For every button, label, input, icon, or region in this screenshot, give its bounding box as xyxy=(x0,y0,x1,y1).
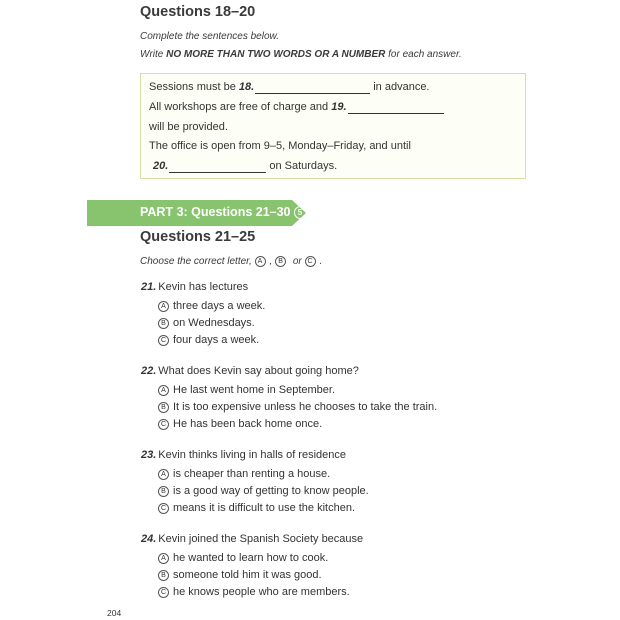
audio-track-icon: 5 xyxy=(294,206,307,219)
question-24 xyxy=(141,533,363,545)
option-23-a[interactable] xyxy=(158,468,330,480)
instruction-word-limit xyxy=(140,49,462,60)
option-22-c[interactable] xyxy=(158,418,322,430)
question-text: Kevin joined the Spanish Society because xyxy=(158,533,364,545)
option-letter-b-icon: B xyxy=(158,570,169,581)
question-number-19: 19. xyxy=(331,101,347,113)
answer-blank-18[interactable] xyxy=(255,81,370,94)
instruction-word-limit-bold: NO MORE THAN TWO WORDS OR A NUMBER xyxy=(166,49,386,60)
option-24-b[interactable] xyxy=(158,569,322,581)
option-letter-b-icon: B xyxy=(158,486,169,497)
part3-banner-text: PART 3: Questions 21–30 xyxy=(140,205,291,219)
sentence-19-continued: will be provided. xyxy=(149,121,228,133)
instruction-choose-end: . xyxy=(319,256,323,267)
option-letter-a-icon: A xyxy=(158,553,169,564)
option-22-b[interactable] xyxy=(158,401,437,413)
question-21 xyxy=(141,281,248,293)
option-letter-b-icon: B xyxy=(158,402,169,413)
instruction-word-limit-pre: Write xyxy=(140,49,167,60)
option-text: He last went home in September. xyxy=(173,384,336,396)
option-text: He has been back home once. xyxy=(173,418,323,430)
question-text: What does Kevin say about going home? xyxy=(158,365,359,377)
sentence-20-intro: The office is open from 9–5, Monday–Friday, and until xyxy=(149,140,411,152)
option-24-c[interactable] xyxy=(158,586,350,598)
section-title-18-20: Questions 18–20 xyxy=(140,4,256,20)
letter-c-icon: C xyxy=(305,256,316,267)
option-text: means it is difficult to use the kitchen. xyxy=(173,502,355,514)
option-text: he knows people who are members. xyxy=(173,586,350,598)
question-number: 23. xyxy=(141,449,157,461)
answer-blank-20[interactable] xyxy=(169,160,266,173)
sentence-18 xyxy=(149,81,430,94)
option-letter-c-icon: C xyxy=(158,587,169,598)
instruction-choose-comma: , xyxy=(269,256,276,267)
instruction-complete: Complete the sentences below. xyxy=(140,31,279,42)
option-letter-c-icon: C xyxy=(158,335,169,346)
option-letter-b-icon: B xyxy=(158,318,169,329)
option-23-c[interactable] xyxy=(158,502,355,514)
sentence-19 xyxy=(149,101,444,114)
option-letter-c-icon: C xyxy=(158,419,169,430)
instruction-choose-pre: Choose the correct letter, xyxy=(140,256,255,267)
option-text: someone told him it was good. xyxy=(173,569,322,581)
question-text: Kevin thinks living in halls of residence xyxy=(158,449,347,461)
question-number-18: 18. xyxy=(238,81,255,93)
question-text: Kevin has lectures xyxy=(158,281,249,293)
question-23 xyxy=(141,449,346,461)
sentence-20-post: on Saturdays. xyxy=(266,160,338,172)
option-23-b[interactable] xyxy=(158,485,369,497)
option-letter-a-icon: A xyxy=(158,469,169,480)
question-number: 21. xyxy=(141,281,157,293)
option-22-a[interactable] xyxy=(158,384,335,396)
option-text: It is too expensive unless he chooses to take the train. xyxy=(173,401,438,413)
option-text: is a good way of getting to know people. xyxy=(173,485,369,497)
sentence-18-post: in advance. xyxy=(370,81,430,93)
question-number-20: 20. xyxy=(153,160,169,172)
option-letter-a-icon: A xyxy=(158,385,169,396)
question-22 xyxy=(141,365,359,377)
option-text: he wanted to learn how to cook. xyxy=(173,552,329,564)
instruction-choose-letter xyxy=(140,256,322,267)
option-24-a[interactable] xyxy=(158,552,328,564)
option-text: is cheaper than renting a house. xyxy=(173,468,331,480)
option-21-a[interactable] xyxy=(158,300,265,312)
option-21-b[interactable] xyxy=(158,317,255,329)
option-21-c[interactable] xyxy=(158,334,259,346)
sentence-20 xyxy=(153,160,337,173)
instruction-choose-or: or xyxy=(290,256,305,267)
sentence-19-pre: All workshops are free of charge and xyxy=(149,101,332,113)
letter-a-icon: A xyxy=(255,256,266,267)
option-text: three days a week. xyxy=(173,300,266,312)
option-letter-a-icon: A xyxy=(158,301,169,312)
question-number: 22. xyxy=(141,365,157,377)
part3-banner-label xyxy=(140,205,307,219)
section-title-21-25: Questions 21–25 xyxy=(140,229,256,245)
option-letter-c-icon: C xyxy=(158,503,169,514)
option-text: four days a week. xyxy=(173,334,260,346)
page-number: 204 xyxy=(107,608,122,618)
option-text: on Wednesdays. xyxy=(173,317,255,329)
letter-b-icon: B xyxy=(275,256,286,267)
instruction-word-limit-post: for each answer. xyxy=(385,49,462,60)
question-number: 24. xyxy=(141,533,157,545)
answer-blank-19[interactable] xyxy=(348,101,444,114)
sentence-18-pre: Sessions must be xyxy=(149,81,239,93)
